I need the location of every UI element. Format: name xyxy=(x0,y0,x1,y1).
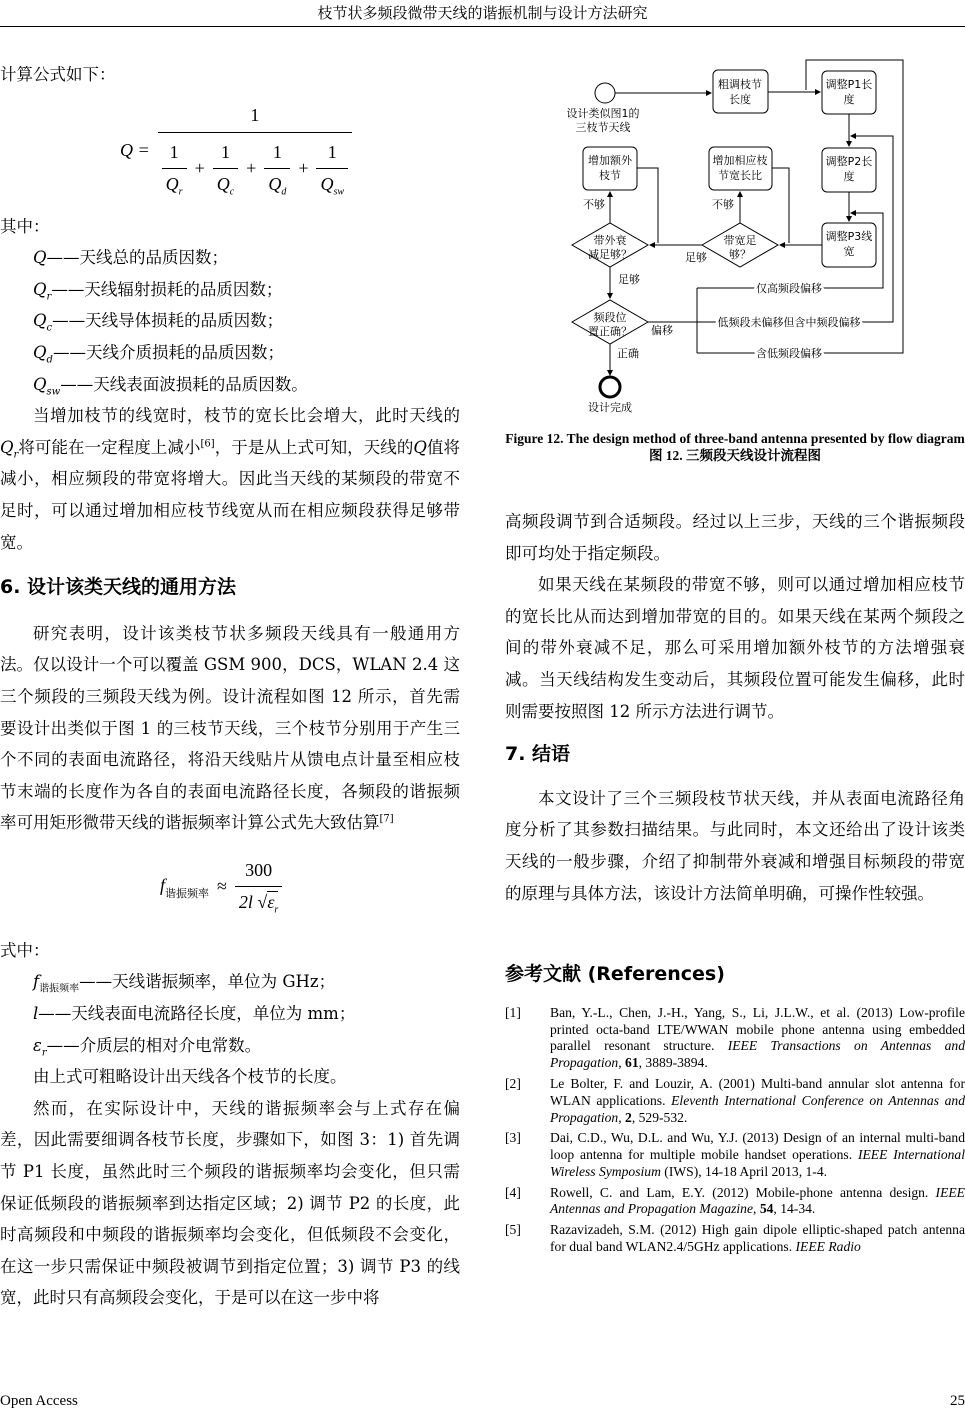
label-mid-shift: 低频段未偏移但含中频段偏移 xyxy=(717,316,861,329)
reference-item xyxy=(505,1130,965,1180)
term-one: 1 xyxy=(220,141,230,162)
label-enough: 足够 xyxy=(618,273,640,286)
paragraph: 本文设计了三个三频段枝节状天线，并从表面电流路径角度分析了其参数扫描结果。与此同时，本文还给出了设计该类天线的一般步骤，介绍了抑制带外衰减和增强目标频段的带宽的原理与具体方法，该设计方法简单明确，可操作性较强。 xyxy=(505,788,965,903)
term: Q xyxy=(320,174,334,195)
diamond-bw-label: 够？ xyxy=(729,248,751,261)
label-high-shift: 仅高频段偏移 xyxy=(756,282,822,295)
term-sub: d xyxy=(281,186,287,198)
caption-en: Figure 12. The design method of three-band antenna presented by flow diagram xyxy=(505,431,965,446)
def-item xyxy=(0,998,460,1030)
ref-number: [1] xyxy=(505,1004,521,1020)
def-sub: 谐振频率 xyxy=(39,983,80,995)
text: 将可能在一定程度上减小 xyxy=(18,437,201,457)
eps: ε xyxy=(267,892,275,913)
plus: + xyxy=(246,158,257,179)
def-sub: sw xyxy=(46,385,61,397)
def-sym: Q xyxy=(33,279,47,299)
ref-journal: Eleventh International Conference on Antennas and Propagation xyxy=(550,1092,965,1125)
ref-journal: IEEE Transactions on Antennas and Propagation xyxy=(550,1038,965,1071)
references-heading: 参考文献 (References) xyxy=(505,963,725,986)
ref-volume: 61 xyxy=(625,1055,639,1071)
def-text: ——天线导体损耗的品质因数； xyxy=(52,311,284,331)
label-not-enough: 不够 xyxy=(712,198,734,211)
frequency-formula xyxy=(0,839,460,935)
ref-number: [4] xyxy=(505,1184,521,1200)
text: 研究表明，设计该类枝节状多频段天线具有一般通用方法。仅以设计一个可以覆盖 GSM 900，DCS，WLAN 2.4 这三个频段的三频段天线为例。设计流程如图 12 所示，首先需要设计出类似于图 1 的三枝节天线，三个枝节分别用于产生三个不同的表面电流路径，将沿天线贴片从馈电点计量至相应枝节末端的长度作为各自的表面电流路径长度，各频段的谐振频率可用矩形微带天线的谐振频率计算公式先大致估算 xyxy=(0,623,460,833)
label-low-shift: 含低频段偏移 xyxy=(756,347,822,360)
ref-text: Rowell, C. and Lam, E.Y. (2012) Mobile-phone antenna design. xyxy=(550,1184,936,1200)
section-6-heading: 6. 设计该类天线的通用方法 xyxy=(0,576,237,599)
diamond-oob-label: 带外衰 xyxy=(593,234,627,247)
sub: r xyxy=(13,449,19,461)
shizhong-label: 式中： xyxy=(0,940,50,960)
def-text: ——天线谐振频率，单位为 GHz； xyxy=(79,972,336,992)
running-header: 枝节状多频段微带天线的谐振机制与设计方法研究 xyxy=(317,4,648,22)
term-one: 1 xyxy=(272,141,282,162)
box-coarse-label: 粗调枝节 xyxy=(718,78,762,91)
box-p2-label: 调整P2长 xyxy=(825,155,873,168)
def-sym: l xyxy=(33,1004,39,1024)
start-label: 设计类似图1的 xyxy=(566,107,640,120)
diamond-pos-label: 置正确？ xyxy=(588,325,632,338)
box-extra-label: 增加额外 xyxy=(588,154,632,167)
design-flowchart xyxy=(0,0,965,430)
box-p3-label: 宽 xyxy=(843,245,855,258)
q-num: 1 xyxy=(250,105,260,126)
box-p2-label: 度 xyxy=(843,170,855,183)
text: 值将减小，相应频段的带宽将增大。因此当天线的某频段的带宽不足时，可以通过增加相应枝节线宽从而在相应频段获得足够带宽。 xyxy=(0,437,461,552)
start-node xyxy=(595,83,615,103)
text: 当增加枝节的线宽时，枝节的宽长比会增大，此时天线的 xyxy=(33,406,460,426)
def-sub: c xyxy=(46,322,53,334)
sym: Q xyxy=(413,437,427,457)
label-enough: 足够 xyxy=(685,251,707,264)
intro-text: 计算公式如下： xyxy=(0,65,116,84)
diamond-oob-label: 减足够？ xyxy=(588,248,632,261)
ref-pages: , 14-34. xyxy=(773,1201,816,1217)
paragraph: 然而，在实际设计中，天线的谐振频率会与上式存在偏差，因此需要细调各枝节长度，步骤如下，如图 3：1) 首先调节 P1 长度，虽然此时三个频段的谐振频率均会变化，但只需保证低频段的谐振频率到达指定区域；2) 调节 P2 的长度，此时高频段和中频段的谐振频率均会变化，但低频段不会变化，在这一步只需保证中频段被调节到指定位置；3) 调节 P3 的线宽，此时只有高频段会变化，于是可以在这一步中将 xyxy=(0,1098,460,1308)
ref-number: [2] xyxy=(505,1075,521,1091)
ref-journal: IEEE Antennas and Propagation Magazine xyxy=(550,1184,965,1217)
label-correct: 正确 xyxy=(617,347,639,360)
def-text: ——介质层的相对介电常数。 xyxy=(46,1035,262,1055)
text: ，于是从上式可知，天线的 xyxy=(214,437,414,457)
label-shift: 偏移 xyxy=(651,324,673,337)
diamond-bw-label: 带宽足 xyxy=(723,234,757,247)
f-den: 2l $√\varepsilon_r$ xyxy=(235,886,282,919)
def-sym: ε xyxy=(33,1035,42,1055)
def-text: ——天线总的品质因数； xyxy=(46,248,229,268)
term-sub: sw xyxy=(333,186,345,198)
reference-item: [4] Rowell, C. and Lam, E.Y. (2012) Mobile-phone antenna design. IEEE Antennas and Propagation Magazine, 54, 14-34. xyxy=(505,1184,965,1217)
def-text: ——天线介质损耗的品质因数； xyxy=(52,342,284,362)
def-sym: Q xyxy=(33,311,47,331)
def-text: ——天线辐射损耗的品质因数； xyxy=(51,279,283,299)
def-sym: Q xyxy=(33,342,47,362)
ref-volume: 54 xyxy=(759,1201,774,1217)
start-label: 三枝节天线 xyxy=(575,121,631,134)
reference-list xyxy=(505,1005,965,1256)
def-sub: d xyxy=(46,354,53,366)
end-node xyxy=(600,377,620,397)
citation-link[interactable]: [7] xyxy=(379,813,394,825)
q-lhs: Q = xyxy=(120,139,150,160)
term-sub: r xyxy=(178,186,183,198)
f-sym: f xyxy=(160,875,166,896)
ref-pages: , 3889-3894. xyxy=(638,1055,708,1071)
def-sub: r xyxy=(41,1046,47,1058)
def-sym: Q xyxy=(33,374,47,394)
approx: ≈ xyxy=(217,876,227,897)
term: Q xyxy=(268,174,282,195)
box-p1-label: 调整P1长 xyxy=(825,78,873,91)
box-coarse xyxy=(713,70,768,113)
ref-text: Razavizadeh, S.M. (2012) High gain dipole elliptic-shaped patch antenna for dual band WLAN2.4/5GHz applications. xyxy=(550,1222,965,1255)
def-item xyxy=(0,966,460,998)
eps-sub: r xyxy=(274,904,279,916)
footer-page-number: 25 xyxy=(950,1393,965,1409)
box-p3-label: 调整P3线 xyxy=(825,230,873,243)
ref-journal: IEEE Radio xyxy=(795,1239,861,1255)
paragraph: 由上式可粗略设计出天线各个枝节的长度。 xyxy=(33,1067,347,1087)
box-ratio-label: 节宽长比 xyxy=(718,169,762,182)
figure-caption xyxy=(505,430,965,464)
def-sym: f xyxy=(33,972,40,992)
reference-item: [1] Ban, Y.-L., Chen, J.-H., Yang, S., Li, J.L.W., et al. (2013) Low-profile printed octa-band LTE/WWAN mobile phone antenna using embedded parallel resonant structure. IEEE Transactions on Antennas and Propagation, 61, 3889-3894. xyxy=(505,1004,965,1071)
ref-volume: 2 xyxy=(625,1109,632,1125)
def-item xyxy=(0,1030,460,1062)
paragraph xyxy=(0,618,460,839)
box-coarse-label: 长度 xyxy=(729,93,751,106)
f-num: 300 xyxy=(245,859,273,880)
def-sub: r xyxy=(46,291,52,303)
term-one: 1 xyxy=(169,141,179,162)
citation-link[interactable]: [6] xyxy=(200,438,215,450)
term: Q xyxy=(216,174,230,195)
plus: + xyxy=(194,158,205,179)
ref-text: Le Bolter, F. and Louzir, A. (2001) Multi-band annular slot antenna for WLAN applications. xyxy=(550,1075,965,1108)
ref-number: [3] xyxy=(505,1130,521,1146)
f-sub: 谐振频率 xyxy=(165,888,210,901)
box-ratio-label: 增加相应枝 xyxy=(712,154,768,167)
reference-item xyxy=(505,1222,965,1256)
term-one: 1 xyxy=(327,141,337,162)
right-column xyxy=(505,506,965,1260)
paragraph: 如果天线在某频段的带宽不够，则可以通过增加相应枝节的宽长比从而达到增加带宽的目的。如果天线在某两个频段之间的带外衰减不足，那么可采用增加额外枝节的方法增强衰减。当天线结构发生变动后，其频段位置可能发生偏移，此时则需要按照图 12 所示方法进行调节。 xyxy=(505,575,965,721)
term-sub: c xyxy=(229,186,235,198)
reference-item: [2] Le Bolter, F. and Louzir, A. (2001) Multi-band annular slot antenna for WLAN applications. Eleventh International Conference on Antennas and Propagation, 2, 529-532. xyxy=(505,1075,965,1125)
sym: Q xyxy=(0,437,14,457)
f-symbol-group xyxy=(160,873,209,900)
footer-open-access: Open Access xyxy=(0,1393,78,1409)
caption-zh: 图 12. 三频段天线设计流程图 xyxy=(648,448,822,463)
paragraph: 高频段调节到合适频段。经过以上三步，天线的三个谐振频段即可均处于指定频段。 xyxy=(505,512,965,563)
ref-pages: (IWS), 14-18 April 2013, 1-4. xyxy=(660,1163,828,1179)
end-label: 设计完成 xyxy=(588,401,632,414)
diamond-pos-label: 频段位 xyxy=(593,311,627,324)
ref-text: Ban, Y.-L., Chen, J.-H., Yang, S., Li, J.L.W., et al. (2013) Low-profile printed octa-band LTE/WWAN mobile phone antenna using embedded parallel resonant structure. xyxy=(550,1004,965,1054)
def-sym: Q xyxy=(33,248,47,268)
ref-pages: , 529-532. xyxy=(631,1109,688,1125)
term: Q xyxy=(165,174,179,195)
ref-text: Dai, C.D., Wu, D.L. and Wu, Y.J. (2013) Design of an internal multi-band loop antenna for multiple mobile handset operations. xyxy=(550,1130,965,1163)
label-not-enough: 不够 xyxy=(583,198,605,211)
plus: + xyxy=(298,158,309,179)
ref-journal: IEEE International Wireless Symposium xyxy=(550,1147,965,1179)
def-text: ——天线表面波损耗的品质因数。 xyxy=(60,374,308,394)
def-text: ——天线表面电流路径长度，单位为 mm； xyxy=(38,1004,356,1024)
box-p1-label: 度 xyxy=(843,93,855,106)
den-2l: 2l xyxy=(238,892,253,913)
section-7-heading: 7. 结语 xyxy=(505,743,571,766)
box-extra-label: 枝节 xyxy=(599,169,621,182)
ref-number: [5] xyxy=(505,1222,521,1238)
where-label: 其中： xyxy=(0,216,50,236)
